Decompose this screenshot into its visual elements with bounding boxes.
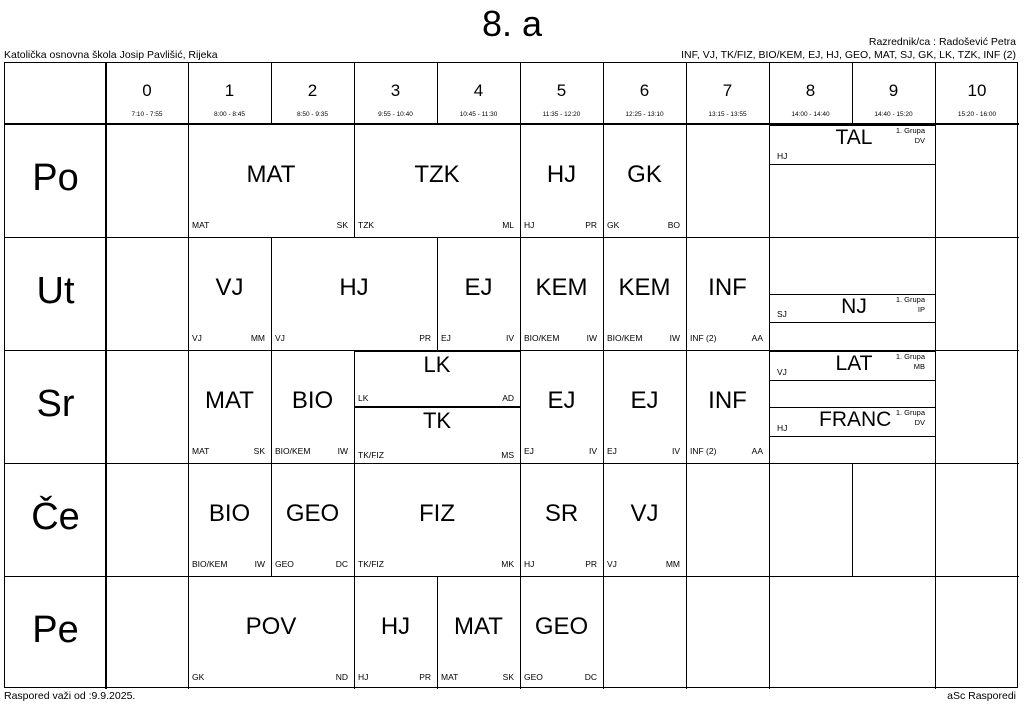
grid-line (188, 124, 189, 689)
lesson-subject: VJ (607, 559, 617, 569)
school-name: Katolička osnovna škola Josip Pavlišić, Rijeka (4, 49, 218, 61)
lesson-name: MAT (205, 386, 254, 414)
grid-line (769, 322, 935, 323)
lesson-name: VJ (215, 273, 244, 301)
lesson-name: INF (708, 273, 747, 301)
lesson-teacher: IW (254, 559, 265, 569)
class-title: 8. a (481, 3, 543, 44)
lesson-subject: SJ (777, 309, 787, 319)
lesson-subject: VJ (275, 333, 285, 343)
period-number: 2 (307, 81, 318, 100)
lesson-name: EJ (547, 386, 576, 414)
lesson-name: POV (245, 612, 297, 640)
period-number: 4 (473, 81, 484, 100)
lesson-group: 1. Grupa (895, 295, 925, 304)
lesson-name: KEM (618, 273, 671, 301)
period-time: 14:00 - 14:40 (791, 111, 830, 118)
valid-from-note: Raspored važi od :9.9.2025. (4, 690, 136, 702)
lesson-teacher: IV (588, 446, 597, 456)
period-number: 1 (224, 81, 235, 100)
lesson-subject: BIO/KEM (275, 446, 311, 456)
lesson-teacher: PR (585, 220, 597, 230)
lesson-subject: LK (358, 393, 369, 403)
lesson-teacher: IV (671, 446, 680, 456)
lesson-name: BIO (208, 499, 251, 527)
lesson-name: SR (544, 499, 579, 527)
lesson-group: 1. Grupa (895, 352, 925, 361)
lesson-teacher: MB (913, 362, 925, 371)
grid-line (5, 237, 1019, 238)
lesson-name: LK (423, 352, 451, 377)
lesson-name: HJ (339, 273, 369, 301)
lesson-subject: TK/FIZ (358, 559, 384, 569)
grid-line (769, 164, 935, 165)
grid-line (105, 63, 107, 689)
grid-line (935, 124, 936, 689)
lesson-teacher: MS (501, 450, 514, 460)
lesson-subject: EJ (524, 446, 534, 456)
period-time: 13:15 - 13:55 (708, 111, 747, 118)
lesson-teacher: MK (501, 559, 514, 569)
lesson-teacher: DC (584, 672, 597, 682)
lesson-teacher: MM (665, 559, 680, 569)
lesson-subject: VJ (192, 333, 202, 343)
timetable-grid (4, 62, 1018, 688)
lesson-name: TAL (835, 126, 873, 149)
lesson-teacher: DC (335, 559, 348, 569)
lesson-teacher: DV (914, 136, 925, 145)
period-time: 12:25 - 13:10 (625, 111, 664, 118)
lesson-teacher: IW (337, 446, 348, 456)
lesson-teacher: AA (751, 446, 763, 456)
lesson-name: NJ (841, 295, 867, 318)
generator-credit: aSc Rasporedi (947, 690, 1016, 702)
lesson-subject: HJ (358, 672, 369, 682)
period-number: 8 (805, 81, 816, 100)
grid-line (852, 463, 853, 576)
period-number: 10 (967, 81, 987, 100)
lesson-subject: GEO (524, 672, 543, 682)
lesson-subject: HJ (524, 220, 535, 230)
period-time: 10:45 - 11:30 (459, 111, 498, 118)
lesson-name: HJ (380, 612, 411, 640)
lesson-subject: VJ (777, 367, 787, 377)
lesson-teacher: IP (917, 305, 925, 314)
grid-line (769, 436, 935, 437)
lesson-name: EJ (464, 273, 493, 301)
lesson-teacher: MM (250, 333, 265, 343)
lesson-teacher: SK (502, 672, 514, 682)
lesson-subject: HJ (524, 559, 535, 569)
lesson-name: GEO (285, 499, 340, 527)
day-label: Po (32, 156, 79, 199)
period-number: 7 (722, 81, 733, 100)
period-time: 8:50 - 9:35 (296, 111, 329, 118)
lesson-subject: GK (192, 672, 205, 682)
lesson-subject: HJ (777, 423, 788, 433)
period-time: 14:40 - 15:20 (874, 111, 913, 118)
period-number: 5 (556, 81, 567, 100)
lesson-name: GEO (534, 612, 589, 640)
lesson-subject: INF (2) (690, 446, 717, 456)
lesson-name: TZK (414, 160, 460, 188)
lesson-subject: BIO/KEM (524, 333, 560, 343)
period-number: 6 (639, 81, 650, 100)
lesson-name: HJ (546, 160, 577, 188)
class-teacher: Razrednik/ca : Radošević Petra (868, 36, 1016, 48)
lesson-subject: EJ (607, 446, 617, 456)
lesson-teacher: IV (505, 333, 514, 343)
lesson-subject: BIO/KEM (192, 559, 228, 569)
lesson-teacher: AD (502, 393, 514, 403)
day-label: Ut (36, 269, 75, 312)
period-number: 0 (142, 81, 152, 100)
lesson-group: 1. Grupa (895, 126, 925, 135)
period-number: 9 (888, 81, 899, 100)
grid-line (769, 124, 770, 689)
lesson-name: FRANC (819, 408, 892, 431)
lesson-teacher: PR (419, 333, 431, 343)
lesson-teacher: IW (669, 333, 680, 343)
grid-line (354, 407, 355, 463)
grid-line (354, 351, 355, 406)
lesson-teacher: SK (336, 220, 348, 230)
lesson-group: 1. Grupa (895, 408, 925, 417)
lesson-teacher: IW (586, 333, 597, 343)
grid-line (686, 124, 687, 689)
grid-line (354, 463, 520, 464)
lesson-name: MAT (246, 160, 296, 188)
day-label: Sr (36, 382, 75, 425)
lesson-subject: MAT (192, 446, 210, 456)
lesson-teacher: SK (253, 446, 265, 456)
lesson-subject: INF (2) (690, 333, 717, 343)
subjects-list: INF, VJ, TK/FIZ, BIO/KEM, EJ, HJ, GEO, MAT, SJ, GK, LK, TZK, INF (2) (681, 49, 1016, 61)
lesson-subject: BIO/KEM (607, 333, 643, 343)
lesson-teacher: BO (667, 220, 680, 230)
lesson-subject: TZK (358, 220, 375, 230)
lesson-teacher: PR (419, 672, 431, 682)
lesson-name: GK (627, 160, 662, 188)
grid-line (769, 380, 935, 381)
lesson-name: LAT (835, 352, 873, 375)
lesson-subject: EJ (441, 333, 451, 343)
lesson-subject: MAT (441, 672, 459, 682)
lesson-subject: TK/FIZ (358, 450, 384, 460)
lesson-teacher: DV (914, 418, 925, 427)
lesson-teacher: PR (585, 559, 597, 569)
lesson-name: INF (708, 386, 747, 414)
lesson-teacher: AA (751, 333, 763, 343)
lesson-teacher: ML (502, 220, 514, 230)
lesson-name: KEM (535, 273, 588, 301)
grid-line (354, 124, 355, 237)
day-label: Pe (32, 608, 79, 651)
day-label: Če (31, 495, 80, 538)
lesson-name: EJ (630, 386, 659, 414)
lesson-name: BIO (291, 386, 334, 414)
lesson-name: FIZ (419, 499, 455, 527)
lesson-name: TK (422, 408, 452, 433)
lesson-subject: GEO (275, 559, 294, 569)
period-time: 7:10 - 7:55 (131, 111, 163, 118)
grid-line (354, 463, 355, 576)
lesson-name: MAT (454, 612, 503, 640)
lesson-subject: HJ (777, 151, 788, 161)
lesson-teacher: ND (335, 672, 348, 682)
grid-line (5, 576, 1019, 577)
lesson-subject: MAT (192, 220, 210, 230)
period-time: 9:55 - 10:40 (378, 111, 413, 118)
period-time: 11:35 - 12:20 (542, 111, 581, 118)
lesson-subject: GK (607, 220, 620, 230)
period-number: 3 (390, 81, 401, 100)
period-time: 8:00 - 8:45 (213, 111, 246, 118)
grid-line (271, 237, 272, 350)
lesson-name: VJ (630, 499, 659, 527)
period-time: 15:20 - 16:00 (957, 111, 997, 118)
